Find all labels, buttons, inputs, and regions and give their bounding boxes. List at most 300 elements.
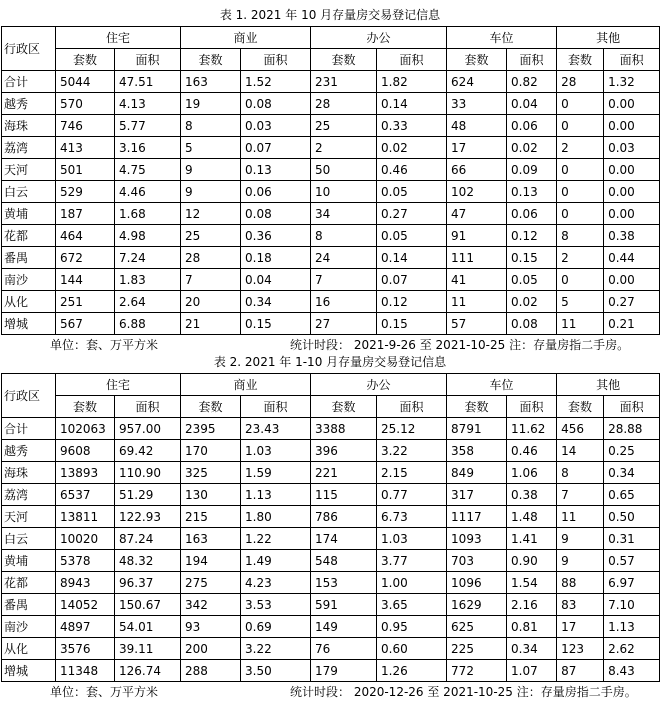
area-cell: 3.53 xyxy=(241,594,311,616)
count-cell: 624 xyxy=(447,71,507,93)
count-cell: 5044 xyxy=(56,71,115,93)
area-cell: 0.46 xyxy=(507,440,557,462)
area-cell: 126.74 xyxy=(115,660,181,682)
count-cell: 144 xyxy=(56,269,115,291)
count-cell: 187 xyxy=(56,203,115,225)
area-cell: 0.34 xyxy=(507,638,557,660)
count-cell: 170 xyxy=(181,440,241,462)
count-cell: 0 xyxy=(557,203,604,225)
count-cell: 14052 xyxy=(56,594,115,616)
area-cell: 0.12 xyxy=(507,225,557,247)
area-cell: 0.03 xyxy=(604,137,660,159)
count-cell: 24 xyxy=(311,247,377,269)
count-cell: 91 xyxy=(447,225,507,247)
count-cell: 174 xyxy=(311,528,377,550)
area-cell: 54.01 xyxy=(115,616,181,638)
area-cell: 1.83 xyxy=(115,269,181,291)
area-cell: 4.98 xyxy=(115,225,181,247)
count-cell: 88 xyxy=(557,572,604,594)
count-cell: 149 xyxy=(311,616,377,638)
period-note: 统计时段： 2021-9-26 至 2021-10-25 注：存量房指二手房。 xyxy=(290,338,630,352)
count-cell: 2395 xyxy=(181,418,241,440)
count-cell: 7 xyxy=(181,269,241,291)
table-row xyxy=(2,225,660,247)
count-cell: 9 xyxy=(181,181,241,203)
district-cell: 花都 xyxy=(2,572,56,594)
area-cell: 4.13 xyxy=(115,93,181,115)
table-row xyxy=(2,660,660,682)
count-cell: 21 xyxy=(181,313,241,335)
area-cell: 0.08 xyxy=(507,313,557,335)
district-cell: 合计 xyxy=(2,418,56,440)
table-row xyxy=(2,115,660,137)
area-cell: 0.04 xyxy=(241,269,311,291)
count-header: 套数 xyxy=(311,49,377,71)
area-cell: 0.02 xyxy=(507,137,557,159)
district-cell: 白云 xyxy=(2,181,56,203)
count-cell: 221 xyxy=(311,462,377,484)
area-cell: 0.50 xyxy=(604,506,660,528)
area-cell: 0.34 xyxy=(241,291,311,313)
area-header: 面积 xyxy=(507,49,557,71)
district-cell: 海珠 xyxy=(2,462,56,484)
area-header: 面积 xyxy=(604,49,660,71)
count-cell: 251 xyxy=(56,291,115,313)
count-cell: 2 xyxy=(557,137,604,159)
area-cell: 0.38 xyxy=(507,484,557,506)
table-row xyxy=(2,137,660,159)
category-header: 商业 xyxy=(181,374,311,396)
area-cell: 0.27 xyxy=(604,291,660,313)
district-cell: 荔湾 xyxy=(2,484,56,506)
category-header: 住宅 xyxy=(56,374,181,396)
count-cell: 529 xyxy=(56,181,115,203)
area-header: 面积 xyxy=(377,49,447,71)
count-header: 套数 xyxy=(181,49,241,71)
count-cell: 102 xyxy=(447,181,507,203)
table-row xyxy=(2,594,660,616)
table-row xyxy=(2,291,660,313)
table-row xyxy=(2,247,660,269)
count-cell: 464 xyxy=(56,225,115,247)
area-cell: 25.12 xyxy=(377,418,447,440)
region-header: 行政区 xyxy=(2,374,56,418)
area-cell: 1.54 xyxy=(507,572,557,594)
count-cell: 11348 xyxy=(56,660,115,682)
count-cell: 83 xyxy=(557,594,604,616)
area-cell: 96.37 xyxy=(115,572,181,594)
transaction-table xyxy=(1,26,660,335)
count-cell: 9608 xyxy=(56,440,115,462)
count-cell: 50 xyxy=(311,159,377,181)
district-cell: 海珠 xyxy=(2,115,56,137)
count-cell: 48 xyxy=(447,115,507,137)
table-block-2 xyxy=(0,351,660,703)
district-cell: 白云 xyxy=(2,528,56,550)
area-cell: 1.68 xyxy=(115,203,181,225)
count-cell: 703 xyxy=(447,550,507,572)
table-row xyxy=(2,159,660,181)
area-cell: 5.77 xyxy=(115,115,181,137)
count-cell: 66 xyxy=(447,159,507,181)
area-cell: 957.00 xyxy=(115,418,181,440)
count-header: 套数 xyxy=(557,396,604,418)
area-header: 面积 xyxy=(241,396,311,418)
count-cell: 200 xyxy=(181,638,241,660)
district-cell: 越秀 xyxy=(2,440,56,462)
area-cell: 47.51 xyxy=(115,71,181,93)
area-cell: 0.02 xyxy=(507,291,557,313)
count-cell: 8 xyxy=(557,462,604,484)
count-cell: 28 xyxy=(181,247,241,269)
count-header: 套数 xyxy=(181,396,241,418)
count-cell: 13893 xyxy=(56,462,115,484)
district-cell: 从化 xyxy=(2,291,56,313)
table-notes xyxy=(0,682,660,703)
count-cell: 5378 xyxy=(56,550,115,572)
area-cell: 0.05 xyxy=(377,181,447,203)
area-cell: 0.34 xyxy=(604,462,660,484)
district-cell: 南沙 xyxy=(2,616,56,638)
area-cell: 1.48 xyxy=(507,506,557,528)
count-cell: 17 xyxy=(447,137,507,159)
area-cell: 1.32 xyxy=(604,71,660,93)
area-cell: 39.11 xyxy=(115,638,181,660)
count-cell: 17 xyxy=(557,616,604,638)
district-cell: 番禺 xyxy=(2,594,56,616)
area-cell: 0.06 xyxy=(507,115,557,137)
area-cell: 2.15 xyxy=(377,462,447,484)
table-row xyxy=(2,572,660,594)
subheader-row xyxy=(2,49,660,71)
area-cell: 2.64 xyxy=(115,291,181,313)
area-cell: 150.67 xyxy=(115,594,181,616)
area-cell: 0.05 xyxy=(507,269,557,291)
area-header: 面积 xyxy=(377,396,447,418)
area-cell: 0.25 xyxy=(604,440,660,462)
area-cell: 3.77 xyxy=(377,550,447,572)
count-cell: 548 xyxy=(311,550,377,572)
count-cell: 34 xyxy=(311,203,377,225)
count-cell: 19 xyxy=(181,93,241,115)
area-cell: 0.36 xyxy=(241,225,311,247)
district-cell: 黄埔 xyxy=(2,203,56,225)
count-header: 套数 xyxy=(56,396,115,418)
area-cell: 7.24 xyxy=(115,247,181,269)
count-cell: 123 xyxy=(557,638,604,660)
area-cell: 0.15 xyxy=(241,313,311,335)
area-cell: 0.00 xyxy=(604,269,660,291)
count-cell: 11 xyxy=(447,291,507,313)
category-header: 车位 xyxy=(447,27,557,49)
table-row xyxy=(2,528,660,550)
count-cell: 325 xyxy=(181,462,241,484)
count-cell: 672 xyxy=(56,247,115,269)
count-cell: 194 xyxy=(181,550,241,572)
count-cell: 14 xyxy=(557,440,604,462)
area-cell: 1.22 xyxy=(241,528,311,550)
area-cell: 1.52 xyxy=(241,71,311,93)
area-cell: 1.06 xyxy=(507,462,557,484)
count-cell: 115 xyxy=(311,484,377,506)
area-cell: 3.65 xyxy=(377,594,447,616)
area-cell: 0.05 xyxy=(377,225,447,247)
count-cell: 413 xyxy=(56,137,115,159)
area-header: 面积 xyxy=(115,396,181,418)
count-cell: 25 xyxy=(311,115,377,137)
count-cell: 0 xyxy=(557,159,604,181)
count-cell: 1093 xyxy=(447,528,507,550)
district-cell: 番禺 xyxy=(2,247,56,269)
area-cell: 3.16 xyxy=(115,137,181,159)
district-cell: 越秀 xyxy=(2,93,56,115)
area-cell: 0.06 xyxy=(241,181,311,203)
count-cell: 28 xyxy=(311,93,377,115)
area-cell: 23.43 xyxy=(241,418,311,440)
subheader-row xyxy=(2,396,660,418)
area-cell: 1.03 xyxy=(377,528,447,550)
count-cell: 28 xyxy=(557,71,604,93)
area-cell: 3.22 xyxy=(377,440,447,462)
area-cell: 87.24 xyxy=(115,528,181,550)
area-cell: 6.97 xyxy=(604,572,660,594)
area-cell: 0.14 xyxy=(377,247,447,269)
header-row xyxy=(2,27,660,49)
area-header: 面积 xyxy=(507,396,557,418)
area-cell: 0.12 xyxy=(377,291,447,313)
count-cell: 9 xyxy=(181,159,241,181)
area-cell: 0.60 xyxy=(377,638,447,660)
area-header: 面积 xyxy=(115,49,181,71)
table-row xyxy=(2,440,660,462)
count-header: 套数 xyxy=(447,49,507,71)
count-cell: 746 xyxy=(56,115,115,137)
district-cell: 增城 xyxy=(2,313,56,335)
area-cell: 0.46 xyxy=(377,159,447,181)
area-cell: 0.15 xyxy=(507,247,557,269)
count-cell: 111 xyxy=(447,247,507,269)
area-cell: 0.13 xyxy=(241,159,311,181)
count-cell: 215 xyxy=(181,506,241,528)
count-cell: 2 xyxy=(557,247,604,269)
count-cell: 225 xyxy=(447,638,507,660)
table-row xyxy=(2,313,660,335)
table-row xyxy=(2,484,660,506)
category-header: 住宅 xyxy=(56,27,181,49)
count-header: 套数 xyxy=(311,396,377,418)
area-cell: 3.22 xyxy=(241,638,311,660)
area-cell: 0.08 xyxy=(241,203,311,225)
area-cell: 0.31 xyxy=(604,528,660,550)
area-cell: 1.03 xyxy=(241,440,311,462)
area-cell: 0.00 xyxy=(604,159,660,181)
area-cell: 0.00 xyxy=(604,93,660,115)
count-cell: 11 xyxy=(557,313,604,335)
count-cell: 7 xyxy=(557,484,604,506)
count-cell: 1096 xyxy=(447,572,507,594)
count-header: 套数 xyxy=(447,396,507,418)
table-row xyxy=(2,181,660,203)
count-cell: 3576 xyxy=(56,638,115,660)
area-cell: 1.13 xyxy=(241,484,311,506)
district-cell: 荔湾 xyxy=(2,137,56,159)
table-row xyxy=(2,418,660,440)
count-cell: 0 xyxy=(557,93,604,115)
count-cell: 849 xyxy=(447,462,507,484)
area-cell: 122.93 xyxy=(115,506,181,528)
unit-note: 单位：套、万平方米 xyxy=(50,685,159,699)
area-cell: 1.82 xyxy=(377,71,447,93)
table-row xyxy=(2,638,660,660)
area-cell: 0.00 xyxy=(604,203,660,225)
count-cell: 10020 xyxy=(56,528,115,550)
count-cell: 396 xyxy=(311,440,377,462)
table-row xyxy=(2,506,660,528)
count-cell: 317 xyxy=(447,484,507,506)
count-cell: 27 xyxy=(311,313,377,335)
count-cell: 13811 xyxy=(56,506,115,528)
count-cell: 87 xyxy=(557,660,604,682)
district-cell: 南沙 xyxy=(2,269,56,291)
table-row xyxy=(2,71,660,93)
area-cell: 51.29 xyxy=(115,484,181,506)
district-cell: 花都 xyxy=(2,225,56,247)
area-cell: 1.13 xyxy=(604,616,660,638)
category-header: 车位 xyxy=(447,374,557,396)
area-cell: 110.90 xyxy=(115,462,181,484)
area-cell: 0.06 xyxy=(507,203,557,225)
area-cell: 1.07 xyxy=(507,660,557,682)
count-cell: 41 xyxy=(447,269,507,291)
area-cell: 0.18 xyxy=(241,247,311,269)
category-header: 办公 xyxy=(311,374,447,396)
count-cell: 93 xyxy=(181,616,241,638)
transaction-table xyxy=(1,373,660,682)
area-cell: 3.50 xyxy=(241,660,311,682)
count-cell: 772 xyxy=(447,660,507,682)
count-cell: 0 xyxy=(557,269,604,291)
count-cell: 0 xyxy=(557,181,604,203)
area-cell: 0.69 xyxy=(241,616,311,638)
category-header: 商业 xyxy=(181,27,311,49)
count-cell: 102063 xyxy=(56,418,115,440)
table-caption: 表 1. 2021 年 10 月存量房交易登记信息 xyxy=(219,8,441,22)
area-cell: 0.00 xyxy=(604,181,660,203)
count-cell: 163 xyxy=(181,528,241,550)
count-cell: 8 xyxy=(557,225,604,247)
district-cell: 合计 xyxy=(2,71,56,93)
count-cell: 567 xyxy=(56,313,115,335)
district-cell: 从化 xyxy=(2,638,56,660)
area-cell: 0.09 xyxy=(507,159,557,181)
count-cell: 501 xyxy=(56,159,115,181)
unit-note: 单位：套、万平方米 xyxy=(50,338,159,352)
area-cell: 4.23 xyxy=(241,572,311,594)
area-cell: 0.07 xyxy=(377,269,447,291)
area-cell: 6.88 xyxy=(115,313,181,335)
area-cell: 8.43 xyxy=(604,660,660,682)
area-cell: 0.90 xyxy=(507,550,557,572)
count-cell: 786 xyxy=(311,506,377,528)
count-cell: 625 xyxy=(447,616,507,638)
area-cell: 1.00 xyxy=(377,572,447,594)
area-cell: 0.27 xyxy=(377,203,447,225)
table-row xyxy=(2,269,660,291)
count-cell: 57 xyxy=(447,313,507,335)
area-cell: 28.88 xyxy=(604,418,660,440)
count-cell: 5 xyxy=(557,291,604,313)
district-cell: 天河 xyxy=(2,159,56,181)
count-cell: 570 xyxy=(56,93,115,115)
count-cell: 8 xyxy=(181,115,241,137)
count-cell: 76 xyxy=(311,638,377,660)
period-note: 统计时段： 2020-12-26 至 2021-10-25 注：存量房指二手房。 xyxy=(290,685,637,699)
area-cell: 11.62 xyxy=(507,418,557,440)
area-cell: 2.16 xyxy=(507,594,557,616)
area-cell: 0.95 xyxy=(377,616,447,638)
count-cell: 288 xyxy=(181,660,241,682)
count-cell: 153 xyxy=(311,572,377,594)
count-cell: 0 xyxy=(557,115,604,137)
table-row xyxy=(2,462,660,484)
area-cell: 2.62 xyxy=(604,638,660,660)
area-header: 面积 xyxy=(241,49,311,71)
count-cell: 231 xyxy=(311,71,377,93)
area-cell: 1.41 xyxy=(507,528,557,550)
area-header: 面积 xyxy=(604,396,660,418)
area-cell: 1.49 xyxy=(241,550,311,572)
count-header: 套数 xyxy=(56,49,115,71)
area-cell: 0.07 xyxy=(241,137,311,159)
count-cell: 1117 xyxy=(447,506,507,528)
region-header: 行政区 xyxy=(2,27,56,71)
count-cell: 3388 xyxy=(311,418,377,440)
count-cell: 25 xyxy=(181,225,241,247)
count-cell: 47 xyxy=(447,203,507,225)
area-cell: 0.14 xyxy=(377,93,447,115)
count-cell: 342 xyxy=(181,594,241,616)
area-cell: 0.77 xyxy=(377,484,447,506)
category-header: 其他 xyxy=(557,374,660,396)
category-header: 办公 xyxy=(311,27,447,49)
table-row xyxy=(2,616,660,638)
area-cell: 0.82 xyxy=(507,71,557,93)
count-cell: 2 xyxy=(311,137,377,159)
area-cell: 0.08 xyxy=(241,93,311,115)
count-cell: 8 xyxy=(311,225,377,247)
area-cell: 0.38 xyxy=(604,225,660,247)
district-cell: 增城 xyxy=(2,660,56,682)
table-row xyxy=(2,550,660,572)
count-cell: 163 xyxy=(181,71,241,93)
count-cell: 6537 xyxy=(56,484,115,506)
count-cell: 5 xyxy=(181,137,241,159)
area-cell: 7.10 xyxy=(604,594,660,616)
area-cell: 4.46 xyxy=(115,181,181,203)
count-cell: 20 xyxy=(181,291,241,313)
count-cell: 8943 xyxy=(56,572,115,594)
count-cell: 179 xyxy=(311,660,377,682)
district-cell: 黄埔 xyxy=(2,550,56,572)
count-cell: 275 xyxy=(181,572,241,594)
area-cell: 4.75 xyxy=(115,159,181,181)
count-cell: 11 xyxy=(557,506,604,528)
district-cell: 天河 xyxy=(2,506,56,528)
area-cell: 0.33 xyxy=(377,115,447,137)
area-cell: 1.80 xyxy=(241,506,311,528)
area-cell: 0.65 xyxy=(604,484,660,506)
area-cell: 0.13 xyxy=(507,181,557,203)
